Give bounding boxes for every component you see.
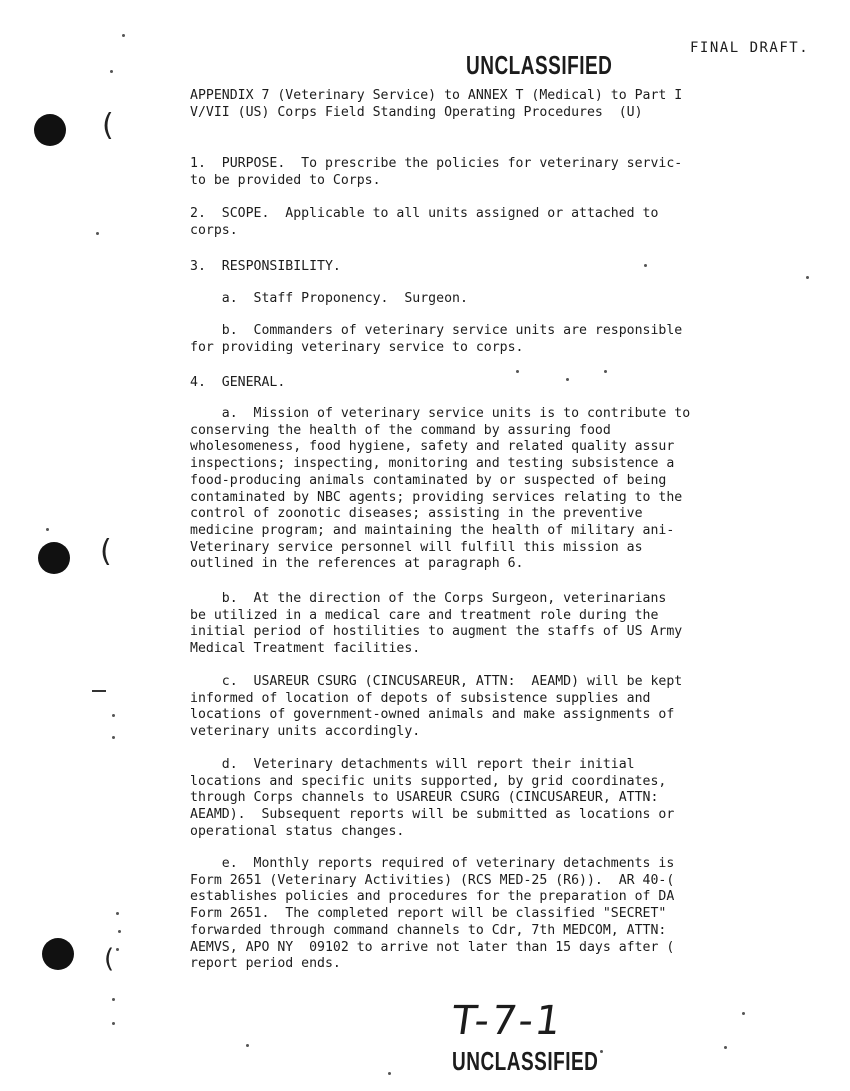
scan-speck-icon [246,1044,249,1047]
scan-speck-icon [806,276,809,279]
scan-speck-icon [112,714,115,717]
scan-speck-icon [118,930,121,933]
scan-speck-icon [116,912,119,915]
appendix-header: APPENDIX 7 (Veterinary Service) to ANNEX T (Medical) to Part I V/VII (US) Corps Field Standing Operating Procedures (U) [190,88,683,120]
paragraph-responsibility-a: a. Staff Proponency. Surgeon. [190,291,468,306]
scan-mark-icon: ( [102,108,114,143]
scan-speck-icon [122,34,125,37]
scan-mark-icon: ( [104,944,115,974]
scan-speck-icon [516,370,519,373]
page-number: T-7-1 [448,998,566,1044]
scan-speck-icon [112,1022,115,1025]
paragraph-general-e: e. Monthly reports required of veterinary detachments is Form 2651 (Veterinary Activities) (RCS MED-25 (R6)). AR 40-( establishes policies and procedures for the preparation of DA Form 2651. The completed report will be classified "SECRET" forwarded through command channels to Cdr, 7th MEDCOM, ATTN: AEMVS, APO NY 09102 to arrive not later than 15 days after ( report period ends. [190,856,675,972]
scan-speck-icon [600,1050,603,1053]
scan-speck-icon [112,998,115,1001]
binder-hole-icon [38,542,70,574]
paragraph-responsibility-b: b. Commanders of veterinary service units are responsible for providing veterinary service to corps. [190,323,683,355]
scan-speck-icon [566,378,569,381]
scan-speck-icon [724,1046,727,1049]
paragraph-responsibility: 3. RESPONSIBILITY. [190,259,341,274]
paragraph-general-c: c. USAREUR CSURG (CINCUSAREUR, ATTN: AEAMD) will be kept informed of location of depots of subsistence supplies and locations of government-owned animals and make assignments of veterinary units accordingly. [190,674,683,740]
draft-label: FINAL DRAFT. [690,40,810,56]
scan-speck-icon [604,370,607,373]
scan-speck-icon [112,736,115,739]
scan-mark-icon [92,690,106,692]
paragraph-general-a: a. Mission of veterinary service units is to contribute to conserving the health of the command by assuring food wholesomeness, food hygiene, safety and related quality assur inspections; inspecting, monitoring and testing subsistence a food-producing animals contaminated by or suspected of being contaminated by NBC agents; providing services relating to the control of zoonotic diseases; assisting in the preventive medicine program; and maintaining the health of military ani- Veterinary service personnel will fulfill this mission as outlined in the references at paragraph 6. [190,406,691,572]
paragraph-general-d: d. Veterinary detachments will report their initial locations and specific units supported, by grid coordinates, through Corps channels to USAREUR CSURG (CINCUSAREUR, ATTN: AEAMD). Subsequent reports will be submitted as locations or operational status changes. [190,757,675,839]
scan-speck-icon [116,948,119,951]
paragraph-purpose: 1. PURPOSE. To prescribe the policies for veterinary servic- to be provided to Corps. [190,156,683,188]
scan-speck-icon [644,264,647,267]
paragraph-general-b: b. At the direction of the Corps Surgeon, veterinarians be utilized in a medical care and treatment role during the initial period of hostilities to augment the staffs of US Army Medical Treatment facilities. [190,591,683,657]
scan-speck-icon [742,1012,745,1015]
scan-speck-icon [110,70,113,73]
paragraph-general: 4. GENERAL. [190,375,286,390]
binder-hole-icon [34,114,66,146]
scan-speck-icon [96,232,99,235]
scan-mark-icon: ( [100,534,112,569]
classification-marking-bottom: UNCLASSIFIED [452,1048,599,1077]
scan-speck-icon [46,528,49,531]
classification-marking-top: UNCLASSIFIED [466,52,613,81]
binder-hole-icon [42,938,74,970]
scan-speck-icon [388,1072,391,1075]
paragraph-scope: 2. SCOPE. Applicable to all units assigned or attached to corps. [190,206,659,238]
